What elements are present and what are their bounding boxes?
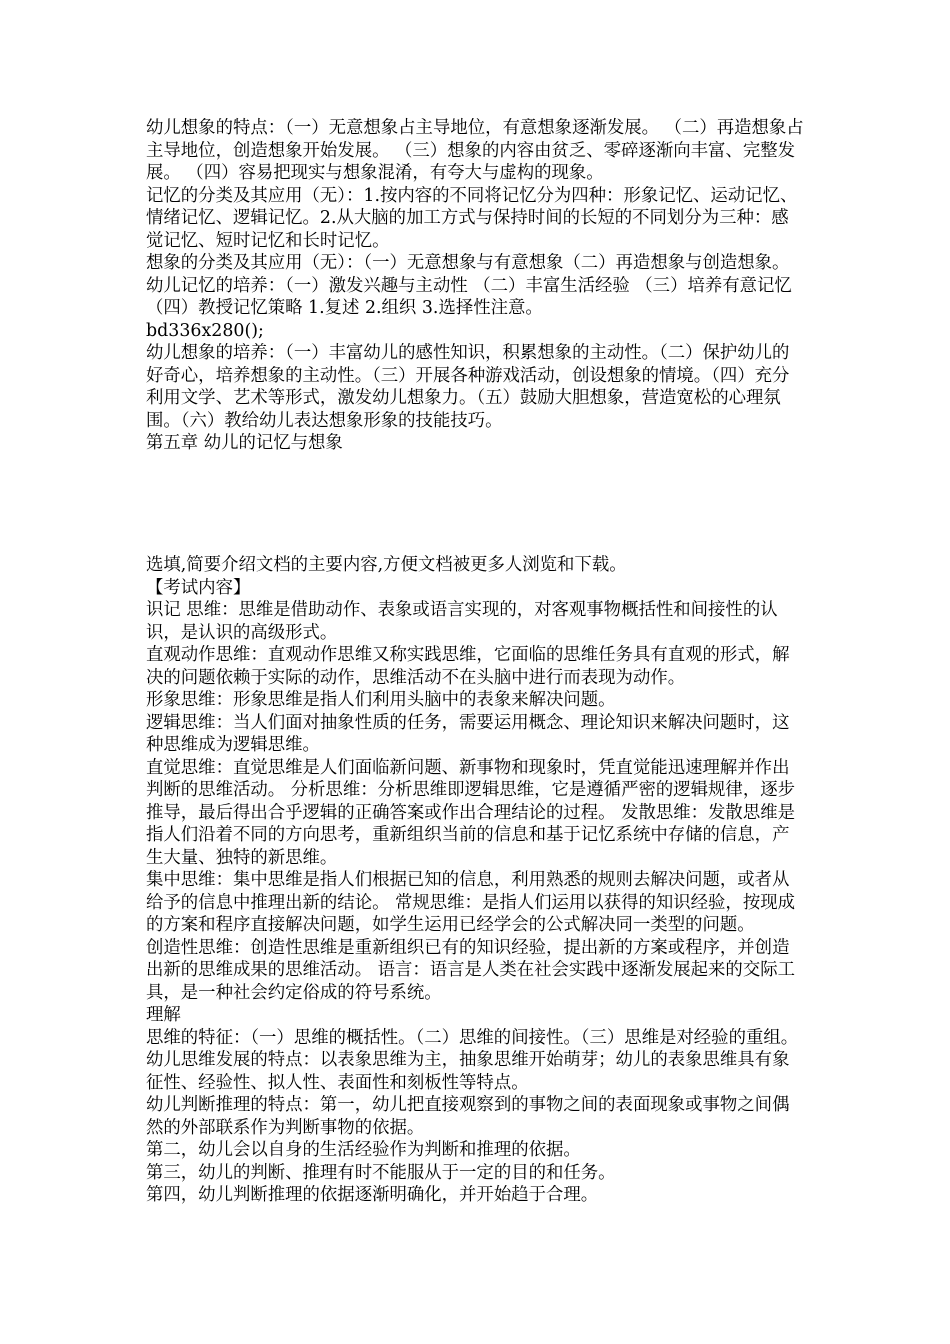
paragraph-imagination-features: 幼儿想象的特点：（一）无意想象占主导地位，有意想象逐渐发展。 （二）再造想象占主导地位，创造想象开始发展。 （三）想象的内容由贫乏、零碎逐渐向丰富、完整发展。 （四）容易把现实与想象混淆，有夸大与虚构的现象。 [146, 118, 804, 183]
paragraph-convergent-thinking: 集中思维：集中思维是指人们根据已知的信息，利用熟悉的规则去解决问题，或者从给予的信息中推理出新的结论。 常规思维：是指人们运用以获得的知识经验，按现成的方案和程序直接解决问题，如学生运用已经学会的公式解决同一类型的问题。 [146, 870, 795, 935]
paragraph-logical-thinking: 逻辑思维：当人们面对抽象性质的任务，需要运用概念、理论知识来解决问题时，这种思维成为逻辑思维。 [146, 712, 790, 755]
chapter-heading: 第五章 幼儿的记忆与想象 [146, 433, 343, 453]
paragraph-third-point: 第三，幼儿的判断、推理有时不能服从于一定的目的和任务。 [146, 1162, 616, 1183]
paragraph-fourth-point: 第四，幼儿判断推理的依据逐渐明确化，并开始趋于合理。 [146, 1185, 599, 1205]
top-text-block [146, 117, 806, 455]
paragraph-doc-summary: 选填,简要介绍文档的主要内容,方便文档被更多人浏览和下载。 [146, 555, 627, 575]
paragraph-imagination-classification: 想象的分类及其应用（无）：（一）无意想象与有意想象（二）再造想象与创造想象。 幼儿记忆的培养：（一）激发兴趣与主动性 （二）丰富生活经验 （三）培养有意记忆 [146, 253, 792, 296]
paragraph-creative-thinking: 创造性思维：创造性思维是重新组织已有的知识经验，提出新的方案或程序，并创造出新的思维成果的思维活动。 语言：语言是人类在社会实践中逐渐发展起来的交际工具，是一种社会约定俗成的符号系统。 [146, 937, 795, 1003]
bottom-text-block [146, 554, 806, 1207]
paragraph-thinking-definition: 识记 思维：思维是借助动作、表象或语言实现的，对客观事物概括性和间接性的认识，是认识的高级形式。 [146, 600, 778, 643]
paragraph-image-thinking: 形象思维：形象思维是指人们利用头脑中的表象来解决问题。 [146, 690, 616, 710]
paragraph-judgment-reasoning: 幼儿判断推理的特点：第一，幼儿把直接观察到的事物之间的表面现象或事物之间偶然的外部联系作为判断事物的依据。 [146, 1095, 790, 1138]
paragraph-second-point: 第二，幼儿会以自身的生活经验作为判断和推理的依据。 [146, 1140, 581, 1160]
exam-content-heading: 【考试内容】 [146, 577, 251, 598]
paragraph-imagination-cultivation: 幼儿想象的培养：（一）丰富幼儿的感性知识，积累想象的主动性。（二）保护幼儿的好奇心，培养想象的主动性。（三）开展各种游戏活动，创设想象的情境。（四）充分利用文学、艺术等形式，激发幼儿想象力。（五）鼓励大胆想象，营造宽松的心理氛围。（六）教给幼儿表达想象形象的技能技巧。 [146, 343, 790, 431]
paragraph-memory-classification: 记忆的分类及其应用（无）：1.按内容的不同将记忆分为四种：形象记忆、运动记忆、情绪记忆、逻辑记忆。2.从大脑的加工方式与保持时间的长短的不同划分为三种：感觉记忆、短时记忆和长时记忆。 [146, 185, 798, 251]
paragraph-action-thinking: 直观动作思维：直观动作思维又称实践思维，它面临的思维任务具有直观的形式，解决的问题依赖于实际的动作，思维活动不在头脑中进行而表现为动作。 [146, 645, 790, 688]
paragraph-thinking-features: 思维的特征：（一）思维的概括性。（二）思维的间接性。（三）思维是对经验的重组。 幼儿思维发展的特点：以表象思维为主，抽象思维开始萌芽；幼儿的表象思维具有象征性、经验性、拟人性、表面性和刻板性等特点。 [146, 1027, 799, 1093]
paragraph-memory-strategies: （四）教授记忆策略 1.复述 2.组织 3.选择性注意。 [146, 298, 543, 318]
understanding-heading: 理解 [146, 1005, 181, 1025]
paragraph-ad-code: bd336x280(); [146, 320, 264, 341]
paragraph-intuitive-thinking: 直觉思维：直觉思维是人们面临新问题、新事物和现象时，凭直觉能迅速理解并作出判断的思维活动。 分析思维：分析思维即逻辑思维，它是遵循严密的逻辑规律，逐步推导，最后得出合乎逻辑的正确答案或作出合理结论的过程。 发散思维：发散思维是指人们沿着不同的方向思考，重新组织当前的信息和基于记忆系统中存储的信息，产生大量、独特的新思维。 [146, 757, 795, 868]
